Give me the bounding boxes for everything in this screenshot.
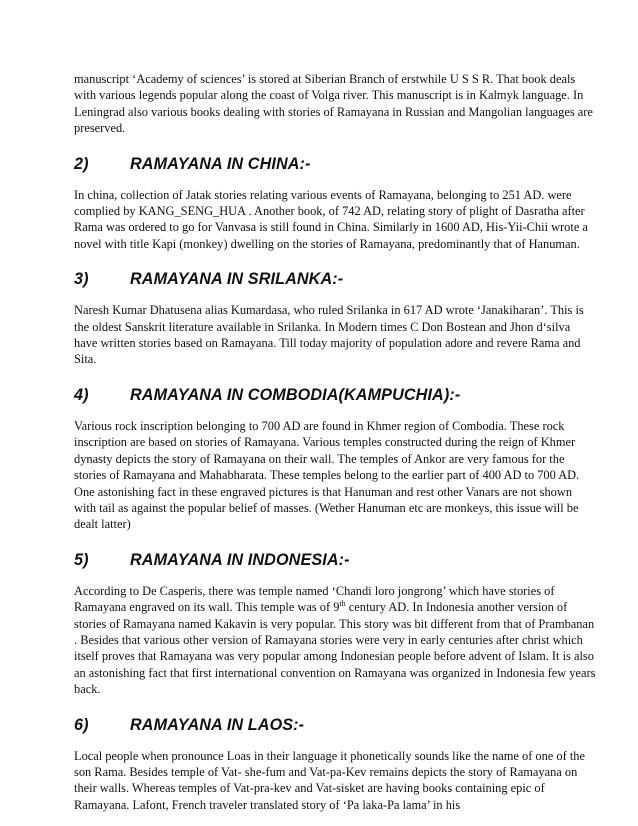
- section-title: RAMAYANA IN COMBODIA(KAMPUCHIA):-: [130, 385, 461, 404]
- section-number: 4): [74, 385, 89, 404]
- section-paragraph-combodia: Various rock inscription belonging to 700 AD are found in Khmer region of Combodia. These rock inscription are based on stories of Ramayana. Various temples constructed during the reign of Khmer dynasty depicts the story of Ramayana on their wall. The temples of Ankor are very famous for the stories of Ramayana and Mahabharata. These temples belong to the earlier part of 400 AD to 700 AD. One astonishing fact in these engraved pictures is that Hanuman and rest other Vanars are not shown with tail as against the popular belief of masses. (Wether Hanuman etc are monkeys, this issue will be dealt latter): [74, 418, 580, 532]
- section-paragraph-srilanka: Naresh Kumar Dhatusena alias Kumardasa, who ruled Srilanka in 617 AD wrote ‘Janakiharan’. This is the oldest Sanskrit literature available in Srilanka. In Modern times C Don Bostean and Jhon d‘silva have written stories based on Ramayana. Till today majority of population adore and revere Rama and Sita.: [74, 303, 584, 367]
- section-number: 5): [74, 550, 89, 569]
- ordinal-superscript: th: [339, 599, 346, 609]
- section-number: 3): [74, 270, 89, 289]
- section-title: RAMAYANA IN SRILANKA:-: [130, 270, 344, 289]
- section-heading-laos: [74, 715, 596, 735]
- section-number: 6): [74, 715, 89, 734]
- section-title: RAMAYANA IN CHINA:-: [130, 154, 311, 173]
- section-title: RAMAYANA IN INDONESIA:-: [130, 550, 350, 569]
- section-paragraph-china: In china, collection of Jatak stories relating various events of Ramayana, belonging to 251 AD. were complied by KANG_SENG_HUA . Another book, of 742 AD, relating story of plight of Dasratha after Rama was ordered to go for Vanvasa is still found in China. Similarly in 1600 AD, His-Yii-Chii wrote a novel with title Kapi (monkey) dwelling on the stories of Ramayana, predominantly that of Hanuman.: [74, 187, 588, 251]
- section-paragraph-indonesia: [74, 583, 596, 698]
- section-number: 2): [74, 154, 89, 173]
- section-paragraph-laos: Local people when pronounce Loas in their language it phonetically sounds like the name of one of the son Rama. Besides temple of Vat- she-fum and Vat-pa-Kev remains depicts the story of Ramayana on their walls. Whereas temples of Vat-pra-kev and Vat-sisket are having books containing epic of Ramayana. Lafont, French traveler translated story of ‘Pa laka-Pa lama’ in his: [74, 748, 585, 812]
- section-heading-china: [74, 154, 596, 174]
- section-heading-combodia: [74, 385, 596, 405]
- paragraph-text-part-2: century AD. In Indonesia another version of stories of Ramayana named Kakavin is very popular. This story was bit different from that of Prambanan . Besides that various other version of Ramayana stories were very in early centuries after christ which itself proves that Ramayana was very popular among Indonesian people before advent of Islam. It is also an astonishing fact that first international convention on Ramayana was organized in Indonesia few years back.: [74, 600, 596, 697]
- paragraph-text-part-1: According to De Casperis, there was temple named ‘Chandi loro jongrong’ which have stories of Ramayana engraved on its wall. This temple was of 9: [74, 583, 555, 615]
- section-title: RAMAYANA IN LAOS:-: [130, 715, 305, 734]
- section-heading-srilanka: [74, 269, 596, 289]
- section-heading-indonesia: [74, 550, 596, 570]
- intro-paragraph: manuscript ‘Academy of sciences’ is stored at Siberian Branch of erstwhile U S S R. That book deals with various legends popular along the coast of Volga river. This manuscript is in Kalmyk language. In Leningrad also various books dealing with stories of Ramayana in Russian and Mangolian languages are preserved.: [74, 72, 593, 136]
